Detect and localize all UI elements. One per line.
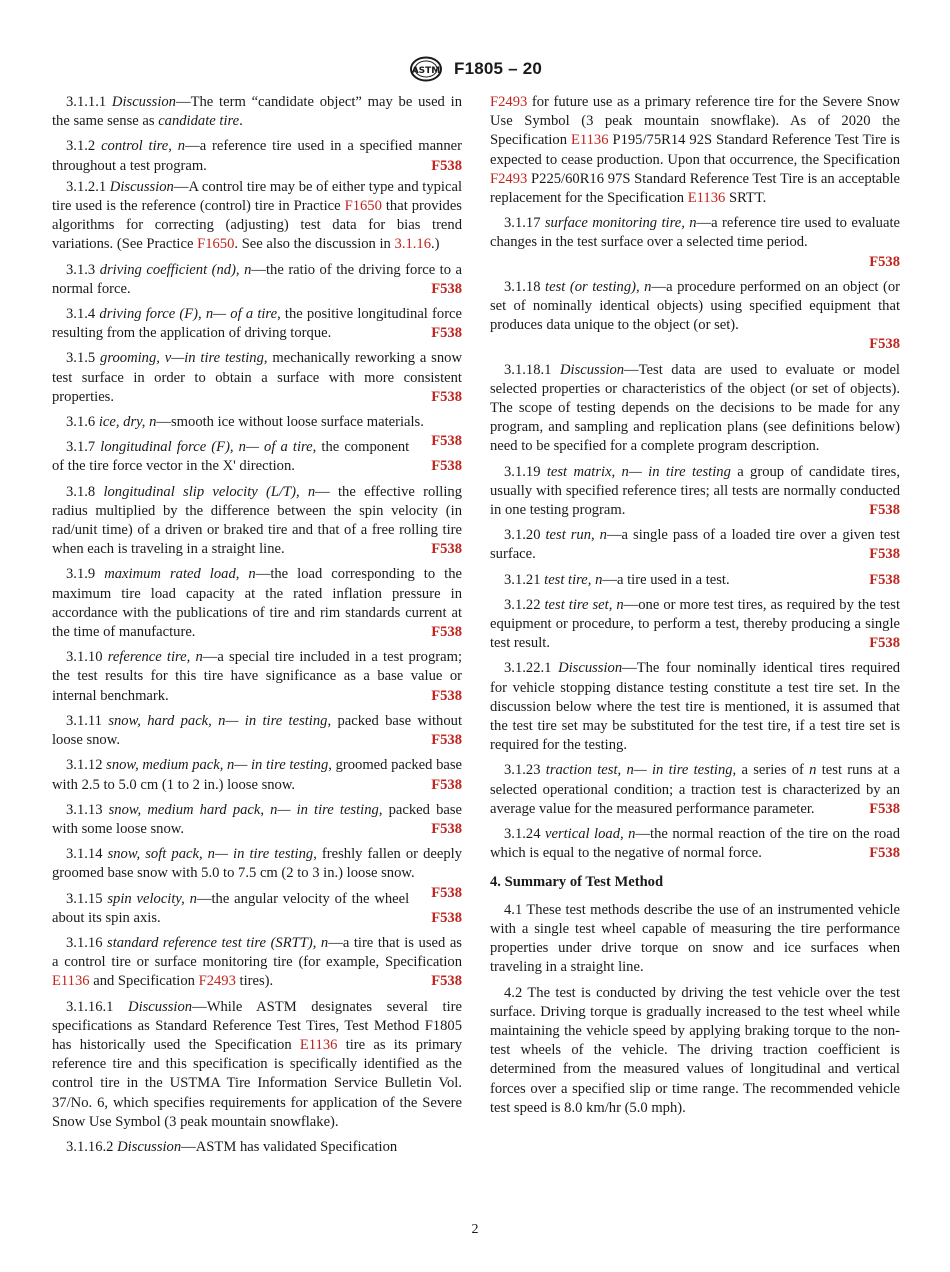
- para-3-1-1-1: 3.1.1.1 Discussion—The term “candidate object” may be used in the same sense as candidate tire.: [52, 94, 462, 130]
- ref-link-f538[interactable]: F538: [869, 336, 900, 353]
- para-3-1-16-2: 3.1.16.2 Discussion—ASTM has validated Specification: [66, 1138, 398, 1155]
- para-3-1-19: 3.1.19 test matrix, n— in tire testing a group of candidate tires, usually with specified reference tires; all tests are normally conducted in one testing program. F538: [490, 463, 900, 521]
- ref-link-f2493[interactable]: F2493: [490, 94, 528, 110]
- para-4-1: 4.1 These test methods describe the use of an instrumented vehicle with a single test wheel capable of measuring the tire performance properties under drive torque on snow and ice surfaces when traveling in a straight line.: [490, 901, 900, 976]
- para-3-1-9: 3.1.9 maximum rated load, n—the load corresponding to the maximum tire load capacity at the rated inflation pressure in accordance with the publications of tire and rim standards current at the time of manufacture. F538: [52, 565, 462, 642]
- para-3-1-4: 3.1.4 driving force (F), n— of a tire, the positive longitudinal force resulting from the application of driving torque. F538: [52, 305, 462, 343]
- section-heading: 4. Summary of Test Method: [490, 874, 664, 891]
- para-3-1-18: 3.1.18 test (or testing), n—a procedure performed on an object (or set of nominally identical objects) using specified equipment that produces data unique to the object (or set). F538: [490, 278, 900, 353]
- para-3-1-2: 3.1.2 control tire, n—a reference tire used in a specified manner throughout a test program. F538: [52, 137, 462, 175]
- para-3-1-3: 3.1.3 driving coefficient (nd), n—the ratio of the driving force to a normal force. F538: [52, 261, 462, 299]
- left-column: [52, 93, 462, 1163]
- para-3-1-21: 3.1.21 test tire, n—a tire used in a test. F538: [490, 571, 900, 590]
- ref-link-f538[interactable]: F538: [431, 687, 462, 704]
- para-3-1-16-1: 3.1.16.1 Discussion—While ASTM designates several tire specifications as Standard Reference Test Tires, Test Method F1805 has historically used the Specification E1136 tire as its primary reference tire and this specification is specifically identified as the control tire in the USTMA Tire Information Service Bulletin Vol. 37/No. 6, which specifies requirements for application of the Severe Snow Use Symbol (3 peak mountain snowflake).: [52, 998, 462, 1130]
- para-3-1-6: 3.1.6 ice, dry, n—smooth ice without loose surface materials. F538: [52, 413, 462, 432]
- ref-link-f538[interactable]: F538: [869, 502, 900, 519]
- ref-link-e1136[interactable]: E1136: [687, 190, 726, 207]
- para-3-1-20: 3.1.20 test run, n—a single pass of a loaded tire over a given test surface. F538: [490, 526, 900, 564]
- para-3-1-12: 3.1.12 snow, medium pack, n— in tire testing, groomed packed base with 2.5 to 5.0 cm (1 to 2 in.) loose snow. F538: [52, 756, 462, 794]
- para-3-1-5: 3.1.5 grooming, v—in tire testing, mechanically reworking a snow test surface in order to obtain a surface with more consistent properties. F538: [52, 349, 462, 407]
- para-3-1-22-1: 3.1.22.1 Discussion—The four nominally identical tires required for vehicle stopping distance testing constitute a test tire set. In the discussion below where the test tire is mentioned, it is assumed that the test tire set may be substituted for the test tire, if a test tire set is required for the testing.: [490, 660, 900, 754]
- ref-link-e1136[interactable]: E1136: [52, 973, 90, 990]
- ref-link-f538[interactable]: F538: [431, 884, 462, 901]
- ref-link-f538[interactable]: F538: [431, 776, 462, 793]
- ref-link-f538[interactable]: F538: [431, 732, 462, 749]
- ref-link-f538[interactable]: F538: [431, 624, 462, 641]
- ref-link-f538[interactable]: F538: [869, 635, 900, 652]
- para-3-1-23: 3.1.23 traction test, n— in tire testing, a series of n test runs at a selected operational condition; a traction test is characterized by an average value for the measured performance parameter. F538: [490, 761, 900, 819]
- para-3-1-16: 3.1.16 standard reference test tire (SRTT), n—a tire that is used as a control tire or surface monitoring tire (for example, Specification E1136 and Specification F2493 tires). F538: [52, 934, 462, 992]
- ref-link-3-1-16[interactable]: 3.1.16: [394, 236, 431, 253]
- para-3-1-11: 3.1.11 snow, hard pack, n— in tire testing, packed base without loose snow. F538: [52, 712, 462, 750]
- para-3-1-2-1: 3.1.2.1 Discussion—A control tire may be of either type and typical tire used is the reference (control) tire in Practice F1650 that provides algorithms for correcting (adjusting) test data for bias trend variations. (See Practice F1650. See also the discussion in 3.1.16.): [52, 178, 462, 253]
- ref-link-f2493[interactable]: F2493: [490, 170, 528, 187]
- ref-link-f1650[interactable]: F1650: [344, 198, 382, 215]
- astm-logo-icon: [408, 56, 444, 82]
- para-3-1-13: 3.1.13 snow, medium hard pack, n— in tire testing, packed base with some loose snow. F538: [52, 801, 462, 839]
- ref-link-f538[interactable]: F538: [431, 909, 462, 926]
- ref-link-f538[interactable]: F538: [431, 820, 462, 837]
- logo-text: ASTM: [411, 66, 441, 76]
- ref-link-f2493[interactable]: F2493: [198, 973, 236, 990]
- ref-link-f538[interactable]: F538: [431, 388, 462, 405]
- right-column: [490, 93, 900, 1124]
- page-number: 2: [471, 1222, 479, 1237]
- ref-link-f538[interactable]: F538: [869, 571, 900, 588]
- ref-link-e1136[interactable]: E1136: [570, 132, 609, 149]
- ref-link-f538[interactable]: F538: [431, 157, 462, 174]
- ref-link-f538[interactable]: F538: [869, 845, 900, 862]
- document-id: F1805 – 20: [453, 59, 542, 78]
- para-3-1-17: 3.1.17 surface monitoring tire, n—a reference tire used to evaluate changes in the test surface over a selected time period. F538: [490, 215, 900, 270]
- ref-link-f538[interactable]: F538: [869, 253, 900, 270]
- ref-link-f538[interactable]: F538: [869, 546, 900, 563]
- ref-link-f538[interactable]: F538: [431, 541, 462, 558]
- ref-link-f538[interactable]: F538: [431, 973, 462, 990]
- ref-link-e1136[interactable]: E1136: [299, 1036, 338, 1053]
- para-3-1-16-2-continued: F2493 for future use as a primary reference tire for the Severe Snow Use Symbol (3 peak mountain snowflake). As of 2020 the Specification E1136 P195/75R14 92S Standard Reference Test Tire is expected to cease production. Upon that occurrence, the Specification F2493 P225/60R16 97S Standard Reference Test Tire is an acceptable replacement for the Specification E1136 SRTT.: [490, 94, 900, 207]
- ref-link-f538[interactable]: F538: [431, 280, 462, 297]
- ref-link-f538[interactable]: F538: [869, 800, 900, 817]
- page-header: [0, 56, 950, 84]
- ref-link-f538[interactable]: F538: [431, 458, 462, 475]
- ref-link-f1650[interactable]: F1650: [197, 236, 235, 253]
- ref-link-f538[interactable]: F538: [431, 433, 462, 450]
- para-3-1-8: 3.1.8 longitudinal slip velocity (L/T), n— the effective rolling radius multiplied by the difference between the spin velocity (in rad/unit time) of a driven or braked tire and that of a free rolling tire when each is traveling in a straight line. F538: [52, 483, 462, 560]
- para-4-2: 4.2 The test is conducted by driving the test vehicle over the test surface. Driving torque is gradually increased to the test wheel while maintaining the vehicle speed by applying braking torque to the non-test wheels of the vehicle. The driving traction coefficient is determined from the measured values of longitudinal and vertical forces over a specified slip or time range. The recommended vehicle test speed is 8.0 km/hr (5.0 mph).: [490, 984, 900, 1116]
- ref-link-f538[interactable]: F538: [431, 325, 462, 342]
- para-3-1-18-1: 3.1.18.1 Discussion—Test data are used to evaluate or model selected properties or characteristics of the object (or set of objects). The scope of testing depends on the decisions to be made for any program, and sampling and replication plans (see definitions below) need to be specified for a complete program description.: [490, 361, 900, 455]
- para-3-1-7: 3.1.7 longitudinal force (F), n— of a tire, the component of the tire force vector in the X' direction. F538: [52, 438, 462, 476]
- para-3-1-24: 3.1.24 vertical load, n—the normal reaction of the tire on the road which is equal to the negative of normal force. F538: [490, 825, 900, 863]
- para-3-1-22: 3.1.22 test tire set, n—one or more test tires, as required by the test equipment or procedure, to perform a test, thereby producing a single test result. F538: [490, 596, 900, 654]
- para-3-1-14: 3.1.14 snow, soft pack, n— in tire testing, freshly fallen or deeply groomed base snow with 5.0 to 7.5 cm (2 to 3 in.) loose snow. F538: [52, 845, 462, 883]
- para-3-1-15: 3.1.15 spin velocity, n—the angular velocity of the wheel about its spin axis. F538: [52, 890, 462, 928]
- para-3-1-10: 3.1.10 reference tire, n—a special tire included in a test program; the test results for this tire have significance as a base value or internal benchmark. F538: [52, 648, 462, 706]
